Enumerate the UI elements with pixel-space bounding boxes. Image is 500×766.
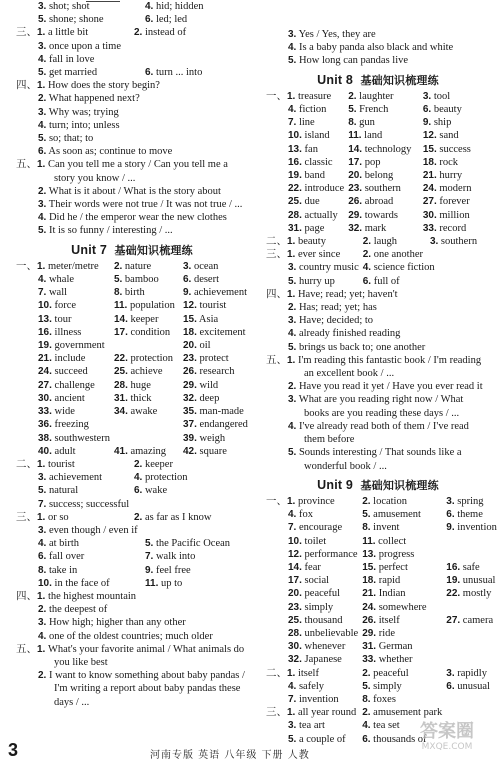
vocab-answer: 19. unusual — [446, 575, 496, 587]
empty-cell — [446, 548, 497, 561]
answer-item: 三、1. a little bit — [16, 27, 89, 39]
answer-item: 2. Have you read it yet / Have you ever read it — [288, 381, 483, 393]
vocab-answer: 7. encourage — [288, 522, 343, 534]
vocab-answer: 3. ocean — [182, 260, 219, 272]
vocab-answer: 10. island — [288, 130, 330, 142]
vocab-answer: 15. perfect — [362, 561, 408, 573]
vocab-answer: 11. land — [348, 130, 383, 142]
vocab-answer: 37. endangered — [182, 419, 248, 431]
vocab-answer: 31. page — [288, 222, 325, 234]
answer-item: 3. How high; higher than any other — [38, 617, 186, 629]
answer-item: 6. fall over — [38, 551, 85, 563]
unit-subtitle: 基础知识梳理练 — [360, 73, 439, 87]
answer-item: 11. up to — [145, 577, 183, 589]
answer-item: 2. laugh — [362, 236, 398, 248]
vocab-answer: 11. collect — [362, 535, 407, 547]
vocab-answer: 33. whether — [362, 654, 413, 666]
answer-item: 4. Is a baby panda also black and white — [288, 42, 454, 54]
vocab-answer: 33. record — [422, 222, 467, 234]
vocab-answer: 9. achievement — [182, 287, 247, 299]
vocab-answer: 17. condition — [113, 326, 171, 338]
answer-item: 4. I've already read both of them / I've read them before — [288, 420, 469, 446]
vocab-answer: 40. adult — [38, 445, 76, 457]
answer-item: 5. natural — [38, 485, 79, 497]
vocab-answer: 27. challenge — [38, 379, 95, 391]
vocab-answer: 5. bamboo — [113, 274, 159, 286]
vocab-answer: 9. ship — [422, 117, 452, 129]
vocab-answer: 25. due — [288, 196, 320, 208]
vocab-answer: 二、1. itself — [266, 667, 319, 679]
vocab-answer: 22. mostly — [446, 588, 492, 600]
answer-item: 9. feel free — [145, 564, 191, 576]
answer-item: 2. the deepest of — [38, 604, 108, 616]
answer-item: 五、1. I'm reading this fantastic book / I'm reading an excellent book / ... — [266, 354, 482, 380]
vocab-answer: 3. spring — [446, 495, 484, 507]
vocab-answer: 19. government — [38, 340, 105, 352]
vocab-answer: 15. Asia — [182, 313, 219, 325]
answer-item: 2. keeper — [134, 458, 173, 470]
vocab-answer: 16. classic — [288, 156, 333, 168]
vocab-answer: 38. southwestern — [38, 432, 110, 444]
vocab-answer: 26. abroad — [348, 196, 394, 208]
left-top-items — [16, 0, 248, 26]
vocab-answer: 一、1. meter/metre — [16, 260, 99, 272]
unit-9-heading — [266, 479, 490, 492]
answer-item: 三、1. ever since — [266, 249, 341, 261]
unit-7-section-3-row — [16, 537, 248, 590]
vocab-answer: 39. weigh — [182, 432, 226, 444]
vocab-answer: 6. desert — [182, 274, 220, 286]
vocab-answer: 31. German — [362, 641, 413, 653]
empty-cell — [446, 653, 497, 666]
vocab-answer: 8. invent — [362, 522, 400, 534]
vocab-answer: 29. wild — [182, 379, 219, 391]
vocab-answer: 5. simply — [362, 680, 402, 692]
watermark-text: 答案圈 — [420, 721, 474, 742]
empty-cell — [446, 693, 497, 706]
vocab-answer: 42. square — [182, 445, 227, 457]
answer-item: 6. led; led — [145, 14, 188, 26]
answer-item: 3. Yes / Yes, they are — [288, 29, 376, 40]
vocab-answer: 28. unbelievable — [288, 627, 359, 639]
vocab-answer: 30. ancient — [38, 392, 85, 404]
answer-item: 五、1. Can you tell me a story / Can you tell me a story you know / ... — [16, 159, 228, 184]
unit-8-sections-2-3 — [266, 235, 490, 288]
answer-item: 5. hurry up — [288, 275, 335, 287]
empty-cell — [446, 627, 497, 640]
vocab-answer: 28. actually — [288, 209, 338, 221]
answer-item: 3. Why was; trying — [38, 106, 119, 118]
empty-cell — [446, 535, 497, 548]
vocab-answer: 21. Indian — [362, 588, 406, 600]
vocab-answer: 16. safe — [446, 561, 480, 573]
answer-item: 4. turn; into; unless — [38, 119, 120, 131]
unit-8-heading — [266, 74, 490, 87]
vocab-answer: 2. peaceful — [362, 667, 409, 679]
vocab-answer: 16. illness — [38, 326, 82, 338]
vocab-answer: 32. mark — [348, 222, 387, 234]
answer-item: 5. How long can pandas live — [288, 55, 409, 67]
unit-title: Unit 9 — [317, 477, 354, 492]
vocab-answer: 10. force — [38, 300, 77, 312]
vocab-answer: 33. wide — [38, 406, 75, 418]
vocab-answer: 8. birth — [113, 287, 145, 299]
vocab-answer: 35. man-made — [182, 406, 244, 418]
vocab-answer: 21. hurry — [422, 170, 463, 182]
left-section-3-row — [16, 66, 248, 79]
unit-title: Unit 8 — [317, 72, 354, 87]
answer-item: 5. so; that; to — [38, 133, 94, 145]
vocab-answer: 22. protection — [113, 353, 174, 365]
vocab-answer: 19. band — [288, 170, 325, 182]
vocab-answer: 28. huge — [113, 379, 151, 391]
answer-item: 二、1. beauty — [266, 236, 326, 248]
vocab-answer: 41. amazing — [113, 445, 167, 457]
answer-item: 四、1. How does the story begin? — [16, 80, 160, 92]
empty-cell — [446, 640, 497, 653]
vocab-answer: 10. toilet — [288, 535, 327, 547]
unit-9-vocabulary — [266, 495, 497, 746]
unit-8-vocabulary — [266, 90, 490, 235]
answer-item: 3. What are you reading right now / What books are you reading these days / ... — [288, 394, 464, 419]
vocab-answer: 17. pop — [348, 156, 381, 168]
vocab-answer: 8. gun — [348, 117, 375, 129]
answer-item: 8. take in — [38, 564, 78, 576]
vocab-answer: 24. modern — [422, 183, 472, 195]
answer-item — [134, 498, 248, 511]
answer-item: 2. instead of — [134, 27, 187, 39]
vocab-answer: 13. tour — [38, 313, 72, 325]
empty-cell — [114, 339, 179, 352]
unit-title: Unit 7 — [71, 242, 108, 257]
vocab-answer: 17. social — [288, 575, 330, 587]
vocab-answer: 15. success — [422, 143, 471, 155]
answer-item: 2. one another — [362, 249, 423, 261]
answer-item: 2. as far as I know — [134, 511, 212, 523]
vocab-answer: 32. Japanese — [288, 654, 342, 666]
vocab-answer: 4. fox — [288, 509, 313, 521]
answer-item: 10. in the face of — [38, 577, 110, 589]
left-section-3-row — [16, 26, 248, 39]
vocab-answer: 14. technology — [348, 143, 412, 155]
vocab-answer: 26. research — [182, 366, 235, 378]
vocab-answer: 2. amusement park — [362, 707, 443, 719]
vocab-answer: 3. tool — [422, 90, 451, 102]
vocab-answer: 29. towards — [348, 209, 398, 221]
answer-item: 3. shot; shot — [38, 1, 90, 12]
vocab-answer: 25. achieve — [113, 366, 163, 378]
answer-item: 5. get married — [38, 67, 98, 79]
vocab-answer: 20. peaceful — [288, 588, 341, 600]
vocab-answer: 6. beauty — [422, 104, 462, 116]
answer-item: 4. Did he / the emperor wear the new clothes — [38, 212, 227, 224]
vocab-answer: 23. protect — [182, 353, 229, 365]
answer-item: 二、1. tourist — [16, 458, 75, 470]
vocab-answer: 30. million — [422, 209, 470, 221]
vocab-answer: 4. tea set — [362, 720, 400, 732]
vocab-answer: 7. invention — [288, 693, 339, 705]
answer-item: 5. It is so funny / interesting / ... — [38, 225, 173, 237]
answer-item: 2. Has; read; yet; has — [288, 302, 377, 314]
answer-item: 7. success; successful — [38, 498, 130, 510]
unit-subtitle: 基础知识梳理练 — [360, 478, 439, 492]
vocab-answer: 2. laughter — [348, 90, 394, 102]
vocab-answer: 12. tourist — [182, 300, 227, 312]
answer-item: 四、1. Have; read; yet; haven't — [266, 288, 398, 300]
left-column — [16, 0, 248, 709]
answer-item: 4. protection — [134, 472, 188, 484]
vocab-answer: 27. camera — [446, 614, 494, 626]
vocab-answer: 3. rapidly — [446, 667, 487, 679]
unit-7-vocabulary — [16, 260, 248, 458]
vocab-answer: 30. whenever — [288, 641, 346, 653]
answer-item: 3. country music — [288, 262, 359, 274]
answer-item: 6. wake — [134, 485, 168, 497]
unit-7-heading — [16, 244, 248, 257]
unit-7-section-3-row — [16, 511, 248, 524]
right-column — [266, 28, 497, 746]
vocab-answer: 36. freezing — [38, 419, 89, 431]
vocab-answer: 20. belong — [348, 170, 394, 182]
empty-cell — [114, 432, 179, 445]
vocab-answer: 6. thousands of — [362, 733, 427, 745]
vocab-answer: 24. somewhere — [362, 601, 427, 613]
vocab-answer: 13. fan — [288, 143, 318, 155]
answer-item: 6. turn ... into — [145, 67, 203, 79]
unit-7-section-2 — [16, 458, 248, 511]
page-number: 3 — [8, 740, 19, 760]
answer-item: 3. even though / even if — [38, 524, 138, 536]
vocab-answer: 2. nature — [113, 260, 152, 272]
vocab-answer: 20. oil — [182, 340, 211, 352]
footer-text: 河南专版 英语 八年级 下册 人教 — [150, 750, 310, 761]
answer-item: 4. fall in love — [38, 53, 95, 65]
vocab-answer: 12. performance — [288, 548, 358, 560]
empty-cell — [446, 706, 497, 719]
vocab-answer: 23. simply — [288, 601, 334, 613]
answer-item: 6. full of — [362, 275, 400, 287]
empty-cell — [446, 601, 497, 614]
vocab-answer: 5. French — [348, 104, 389, 116]
vocab-answer: 6. unusual — [446, 680, 490, 692]
answer-item: 4. one of the oldest countries; much older — [38, 630, 213, 642]
vocab-answer: 13. progress — [362, 548, 415, 560]
page-footer — [0, 740, 500, 766]
vocab-answer: 一、1. treasure — [266, 90, 332, 102]
vocab-answer: 22. introduce — [288, 183, 345, 195]
vocab-answer: 7. line — [288, 117, 315, 129]
unit-subtitle: 基础知识梳理练 — [114, 243, 193, 257]
vocab-answer: 7. wall — [38, 287, 68, 299]
vocab-answer: 4. whale — [38, 274, 75, 286]
answer-item: 3. Have; decided; to — [288, 315, 374, 327]
answer-item: 4. already finished reading — [288, 328, 401, 340]
answer-item: 5. Sounds interesting / That sounds like a wonderful book / ... — [288, 447, 462, 472]
answer-item: 5. brings us back to; one another — [288, 341, 426, 353]
vocab-answer: 29. ride — [362, 627, 396, 639]
vocab-answer: 18. rapid — [362, 575, 401, 587]
answer-item: 3. southern — [429, 236, 478, 248]
answer-item: 4. science fiction — [362, 262, 435, 274]
answer-item: 三、1. or so — [16, 511, 69, 523]
answer-item: 5. shone; shone — [38, 14, 104, 26]
answer-item: 五、1. What's your favorite animal / What animals do you like best — [16, 643, 245, 668]
vocab-answer: 25. thousand — [288, 614, 343, 626]
vocab-answer: 34. awake — [113, 406, 158, 418]
answer-item: 2. I want to know something about baby pandas / I'm writing a report about baby pandas these days / ... — [38, 670, 245, 708]
answer-item: 5. the Pacific Ocean — [145, 538, 231, 550]
answer-item: 4. at birth — [38, 538, 80, 550]
vocab-answer: 23. southern — [348, 183, 401, 195]
vocab-answer: 24. succeed — [38, 366, 88, 378]
vocab-answer: 一、1. province — [266, 495, 335, 507]
vocab-answer: 31. thick — [113, 392, 152, 404]
vocab-answer: 6. theme — [446, 509, 483, 521]
vocab-answer: 5. a couple of — [288, 733, 346, 745]
vocab-answer: 3. tea art — [288, 720, 325, 732]
answer-item: 6. As soon as; continue to move — [38, 146, 173, 158]
answer-item: 7. walk into — [145, 551, 196, 563]
vocab-answer: 三、1. all year round — [266, 707, 357, 719]
answer-item: 3. once upon a time — [38, 40, 121, 52]
vocab-answer: 32. deep — [182, 392, 220, 404]
vocab-answer: 9. invention — [446, 522, 497, 534]
answer-item: 2. What happened next? — [38, 93, 140, 105]
vocab-answer: 8. foxes — [362, 693, 396, 705]
vocab-answer: 14. fear — [288, 561, 321, 573]
vocab-answer: 18. excitement — [182, 326, 246, 338]
answer-item: 3. Their words were not true / It was not true / ... — [38, 199, 243, 211]
vocab-answer: 21. include — [38, 353, 86, 365]
vocab-answer: 27. forever — [422, 196, 470, 208]
vocab-answer: 4. safely — [288, 680, 325, 692]
answer-item: 2. What is it about / What is the story about — [38, 185, 221, 197]
answer-item: 4. hid; hidden — [145, 1, 204, 12]
vocab-answer: 2. location — [362, 495, 407, 507]
vocab-answer: 18. rock — [422, 156, 459, 168]
vocab-answer: 11. population — [113, 300, 175, 312]
vocab-answer: 26. itself — [362, 614, 400, 626]
answer-item: 四、1. the highest mountain — [16, 590, 137, 602]
watermark-url: MXQE.COM — [421, 742, 473, 752]
vocab-answer: 4. fiction — [288, 104, 327, 116]
empty-cell — [114, 418, 179, 431]
vocab-answer: 14. keeper — [113, 313, 159, 325]
vocab-answer: 12. sand — [422, 130, 459, 142]
answer-item: 3. achievement — [38, 472, 103, 484]
vocab-answer: 5. amusement — [362, 509, 421, 521]
